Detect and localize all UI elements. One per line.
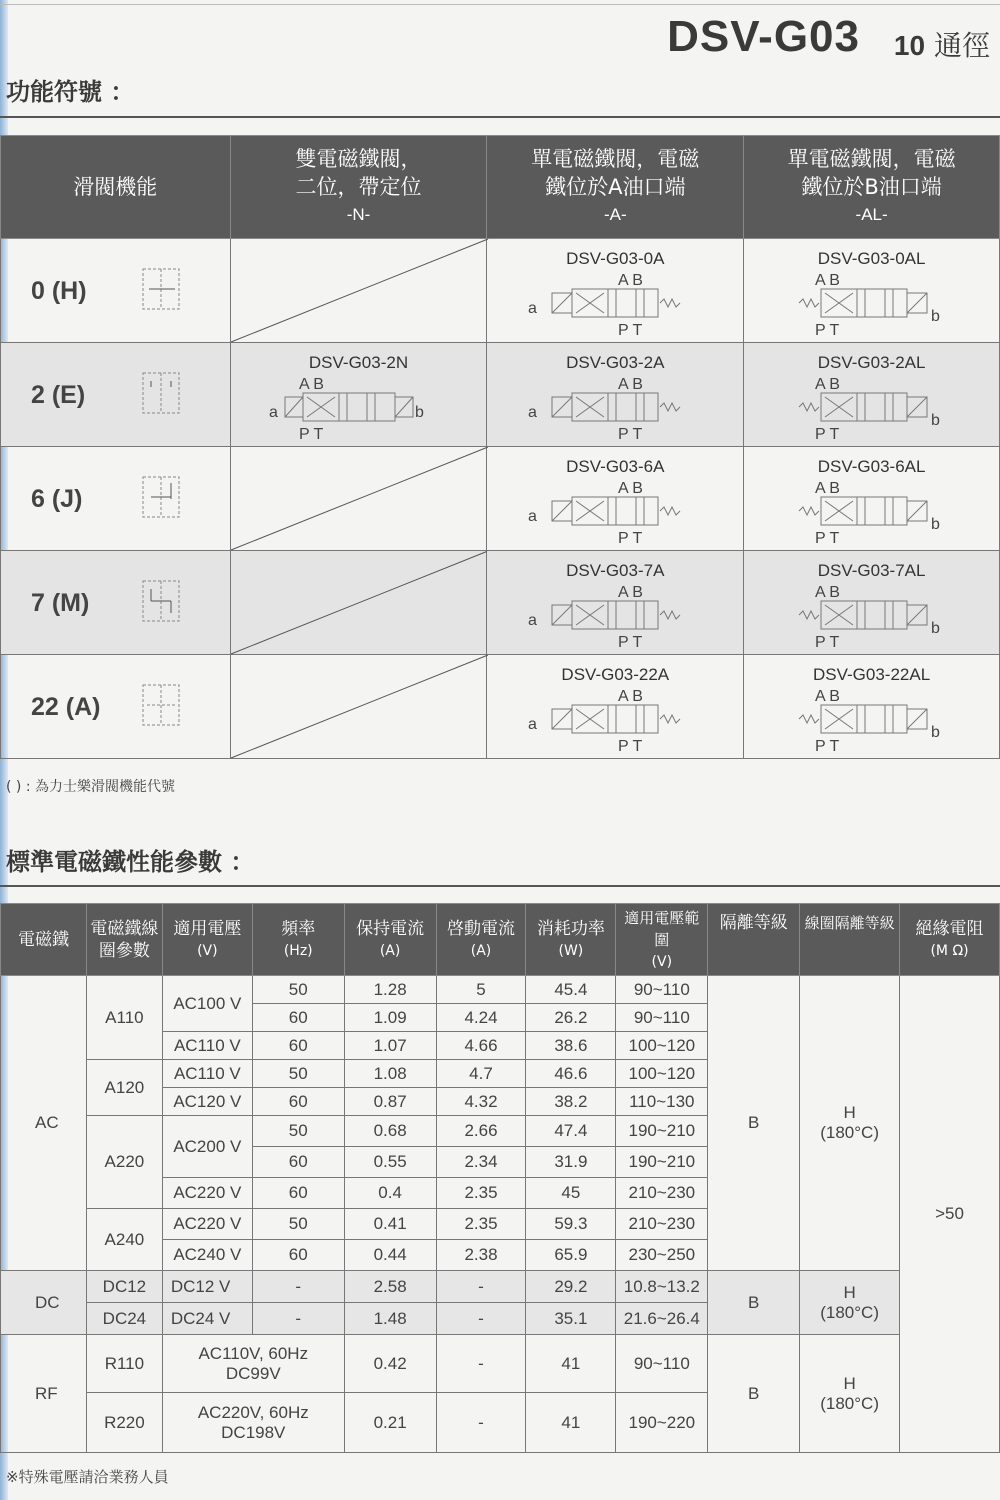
footnote: ※特殊電壓請洽業務人員	[6, 1468, 169, 1486]
svg-text:a: a	[528, 508, 538, 525]
range-cell: 100~120	[616, 1032, 708, 1060]
a-variant-cell	[487, 655, 744, 759]
voltage-cell: AC220 V	[162, 1209, 252, 1240]
range-cell: 90~110	[616, 1335, 708, 1393]
variant-name: DSV-G03-7AL	[817, 561, 926, 580]
svg-text:P T: P T	[618, 530, 643, 547]
spool-symbol-icon	[141, 267, 181, 311]
start-cell: 4.32	[436, 1088, 526, 1116]
insulation-cell: B	[708, 1271, 800, 1335]
valve-symbol-al-icon	[797, 271, 947, 337]
variant-name: DSV-G03-2A	[566, 353, 665, 372]
insulation-cell: B	[708, 1335, 800, 1453]
function-row	[1, 343, 1000, 447]
coil-cell: R110	[86, 1335, 162, 1393]
function-code-cell	[1, 655, 231, 759]
variant-name: DSV-G03-2N	[308, 353, 409, 372]
freq-cell: 50	[252, 1209, 344, 1240]
section1-rule	[0, 116, 1000, 118]
hold-cell: 1.09	[344, 1004, 436, 1032]
insulation-cell: B	[708, 976, 800, 1271]
svg-text:b: b	[930, 308, 940, 325]
n-empty-cell	[230, 551, 487, 655]
svg-text:b: b	[930, 724, 940, 741]
function-row	[1, 447, 1000, 551]
svg-text:A B: A B	[618, 272, 644, 289]
valve-symbol-al-icon	[797, 479, 947, 545]
svg-text:a: a	[528, 300, 538, 317]
voltage-cell: AC220V, 60Hz DC198V	[162, 1393, 344, 1453]
start-cell: -	[436, 1335, 526, 1393]
power-cell: 59.3	[526, 1209, 616, 1240]
hdr-coil: 電磁鐵線 圈參數	[86, 904, 162, 976]
hdr-frequency: 頻率 (Hz)	[252, 904, 344, 976]
al-variant-cell	[744, 551, 1000, 655]
start-cell: -	[436, 1303, 526, 1335]
hold-cell: 0.87	[344, 1088, 436, 1116]
spool-symbol-icon	[141, 475, 181, 519]
range-cell: 110~130	[616, 1088, 708, 1116]
bore-size: 10 通徑	[893, 29, 990, 62]
voltage-cell: DC24 V	[162, 1303, 252, 1335]
freq-cell: 60	[252, 1240, 344, 1271]
hold-cell: 0.42	[344, 1335, 436, 1393]
valve-symbol-a-icon	[528, 375, 690, 443]
freq-cell: 60	[252, 1147, 344, 1178]
start-cell: 2.35	[436, 1178, 526, 1209]
hdr-holding-current: 保持電流 (A)	[344, 904, 436, 976]
al-variant-cell	[744, 655, 1000, 759]
range-cell: 190~220	[616, 1393, 708, 1453]
hold-cell: 0.68	[344, 1116, 436, 1147]
function-header-row	[1, 136, 1000, 239]
hold-cell: 0.41	[344, 1209, 436, 1240]
group-dc: DC	[1, 1271, 87, 1335]
valve-symbol-al-icon	[797, 583, 947, 649]
hdr-voltage: 適用電壓 (V)	[162, 904, 252, 976]
hold-cell: 0.55	[344, 1147, 436, 1178]
function-code-cell	[1, 447, 231, 551]
freq-cell: -	[252, 1303, 344, 1335]
function-code: 2 (E)	[31, 381, 86, 409]
freq-cell: 60	[252, 1032, 344, 1060]
model-title: DSV-G03	[667, 12, 860, 61]
svg-text:A B: A B	[814, 376, 840, 393]
spool-symbol-icon	[141, 371, 181, 415]
start-cell: 2.35	[436, 1209, 526, 1240]
power-cell: 41	[526, 1393, 616, 1453]
n-empty-cell	[230, 655, 487, 759]
coil-cell: DC24	[86, 1303, 162, 1335]
col-al: 單電磁鐵閥，電磁 鐵位於B油口端 -AL-	[744, 136, 1000, 239]
top-rule	[0, 4, 1000, 5]
range-cell: 90~110	[616, 976, 708, 1004]
start-cell: 2.66	[436, 1116, 526, 1147]
valve-symbol-a-icon	[528, 271, 690, 339]
variant-name: DSV-G03-0A	[566, 249, 665, 268]
coil-cell: A220	[86, 1116, 162, 1209]
svg-text:a: a	[528, 612, 538, 629]
voltage-cell: AC120 V	[162, 1088, 252, 1116]
power-cell: 38.6	[526, 1032, 616, 1060]
spec-row	[1, 976, 1000, 1004]
svg-text:a: a	[528, 716, 538, 733]
coil-cell: DC12	[86, 1271, 162, 1303]
variant-name: DSV-G03-22A	[561, 665, 670, 684]
start-cell: 4.24	[436, 1004, 526, 1032]
start-cell: 4.7	[436, 1060, 526, 1088]
start-cell: 5	[436, 976, 526, 1004]
coil-cell: A110	[86, 976, 162, 1060]
function-code: 6 (J)	[31, 485, 83, 513]
variant-name: DSV-G03-22AL	[813, 665, 931, 684]
a-variant-cell	[487, 239, 744, 343]
function-code-cell	[1, 239, 231, 343]
range-cell: 90~110	[616, 1004, 708, 1032]
col-n: 雙電磁鐵閥， 二位，帶定位 -N-	[230, 136, 487, 239]
svg-text:P T: P T	[618, 322, 643, 339]
svg-text:b: b	[930, 516, 940, 533]
a-variant-cell	[487, 343, 744, 447]
power-cell: 41	[526, 1335, 616, 1393]
hold-cell: 1.48	[344, 1303, 436, 1335]
voltage-cell: AC240 V	[162, 1240, 252, 1271]
power-cell: 35.1	[526, 1303, 616, 1335]
freq-cell: -	[252, 1271, 344, 1303]
coil-cell: A240	[86, 1209, 162, 1271]
svg-text:A B: A B	[814, 584, 840, 601]
hold-cell: 0.21	[344, 1393, 436, 1453]
solenoid-params-title: 標準電磁鐵性能參數 ：	[6, 848, 255, 876]
start-cell: 4.66	[436, 1032, 526, 1060]
variant-name: DSV-G03-7A	[566, 561, 665, 580]
hold-cell: 1.28	[344, 976, 436, 1004]
svg-text:A B: A B	[618, 584, 644, 601]
svg-text:P T: P T	[814, 426, 839, 443]
svg-text:P T: P T	[814, 530, 839, 547]
svg-text:A B: A B	[814, 272, 840, 289]
al-variant-cell	[744, 239, 1000, 343]
hdr-voltage-range: 適用電壓範圍 (V)	[616, 904, 708, 976]
start-cell: 2.34	[436, 1147, 526, 1178]
function-code-note: ( ) : 為力士樂滑閥機能代號	[6, 779, 175, 795]
range-cell: 210~230	[616, 1209, 708, 1240]
freq-cell: 50	[252, 1060, 344, 1088]
range-cell: 190~210	[616, 1116, 708, 1147]
n-empty-cell	[230, 447, 487, 551]
variant-name: DSV-G03-6AL	[817, 457, 926, 476]
hdr-power: 消耗功率 (W)	[526, 904, 616, 976]
start-cell: -	[436, 1393, 526, 1453]
range-cell: 100~120	[616, 1060, 708, 1088]
function-symbols-title: 功能符號 ：	[6, 78, 135, 106]
voltage-cell: AC200 V	[162, 1116, 252, 1178]
col-function: 滑閥機能	[1, 136, 231, 239]
resistance-cell: >50	[900, 976, 1000, 1453]
function-code-cell	[1, 551, 231, 655]
svg-text:P T: P T	[814, 738, 839, 755]
voltage-cell: DC12 V	[162, 1271, 252, 1303]
hdr-starting-current: 啓動電流 (A)	[436, 904, 526, 976]
voltage-cell: AC220 V	[162, 1178, 252, 1209]
n-variant-cell	[230, 343, 487, 447]
variant-name: DSV-G03-6A	[566, 457, 665, 476]
svg-text:A B: A B	[814, 688, 840, 705]
function-code: 22 (A)	[31, 693, 101, 721]
svg-text:A B: A B	[299, 376, 325, 393]
valve-symbol-al-icon	[797, 375, 947, 441]
function-row	[1, 655, 1000, 759]
power-cell: 65.9	[526, 1240, 616, 1271]
range-cell: 230~250	[616, 1240, 708, 1271]
hdr-insulation-class: 隔離等級	[708, 904, 800, 976]
svg-text:b: b	[930, 620, 940, 637]
svg-text:P T: P T	[618, 738, 643, 755]
section2-rule	[0, 885, 1000, 887]
freq-cell: 60	[252, 1004, 344, 1032]
coil-cell: A120	[86, 1060, 162, 1116]
svg-text:P T: P T	[618, 426, 643, 443]
voltage-cell: AC100 V	[162, 976, 252, 1032]
power-cell: 31.9	[526, 1147, 616, 1178]
freq-cell: 60	[252, 1178, 344, 1209]
svg-text:b: b	[415, 404, 425, 421]
spool-symbol-icon	[141, 579, 181, 623]
hold-cell: 0.44	[344, 1240, 436, 1271]
start-cell: -	[436, 1271, 526, 1303]
svg-text:P T: P T	[618, 634, 643, 651]
svg-text:P T: P T	[814, 322, 839, 339]
hdr-solenoid: 電磁鐵	[1, 904, 87, 976]
coil-class-cell: H (180°C)	[800, 1335, 900, 1453]
spec-row	[1, 1335, 1000, 1393]
hold-cell: 2.58	[344, 1271, 436, 1303]
function-row	[1, 551, 1000, 655]
svg-text:A B: A B	[618, 376, 644, 393]
variant-name: DSV-G03-2AL	[817, 353, 926, 372]
al-variant-cell	[744, 447, 1000, 551]
svg-text:A B: A B	[618, 688, 644, 705]
hold-cell: 0.4	[344, 1178, 436, 1209]
power-cell: 38.2	[526, 1088, 616, 1116]
svg-text:P T: P T	[814, 634, 839, 651]
function-code: 0 (H)	[31, 277, 87, 305]
variant-name: DSV-G03-0AL	[817, 249, 926, 268]
svg-text:b: b	[930, 412, 940, 429]
spec-row	[1, 1271, 1000, 1303]
al-variant-cell	[744, 343, 1000, 447]
valve-symbol-a-icon	[528, 583, 690, 651]
col-a: 單電磁鐵閥，電磁 鐵位於A油口端 -A-	[487, 136, 744, 239]
power-cell: 29.2	[526, 1271, 616, 1303]
voltage-cell: AC110 V	[162, 1032, 252, 1060]
coil-cell: R220	[86, 1393, 162, 1453]
hold-cell: 1.07	[344, 1032, 436, 1060]
function-code: 7 (M)	[31, 589, 90, 617]
start-cell: 2.38	[436, 1240, 526, 1271]
voltage-cell: AC110V, 60Hz DC99V	[162, 1335, 344, 1393]
freq-cell: 50	[252, 976, 344, 1004]
power-cell: 46.6	[526, 1060, 616, 1088]
svg-text:P T: P T	[299, 426, 324, 443]
voltage-cell: AC110 V	[162, 1060, 252, 1088]
power-cell: 47.4	[526, 1116, 616, 1147]
spec-header-row	[1, 904, 1000, 976]
coil-class-cell: H (180°C)	[800, 976, 900, 1271]
range-cell: 210~230	[616, 1178, 708, 1209]
range-cell: 190~210	[616, 1147, 708, 1178]
power-cell: 45.4	[526, 976, 616, 1004]
range-cell: 21.6~26.4	[616, 1303, 708, 1335]
power-cell: 26.2	[526, 1004, 616, 1032]
function-row	[1, 239, 1000, 343]
valve-symbol-al-icon	[797, 687, 947, 753]
coil-class-cell: H (180°C)	[800, 1271, 900, 1335]
valve-symbol-n-icon	[269, 375, 443, 443]
group-ac: AC	[1, 976, 87, 1271]
hold-cell: 1.08	[344, 1060, 436, 1088]
group-rf: RF	[1, 1335, 87, 1453]
solenoid-spec-table	[0, 903, 1000, 1453]
hdr-resistance: 絕緣電阻 (M Ω)	[900, 904, 1000, 976]
n-empty-cell	[230, 239, 487, 343]
freq-cell: 60	[252, 1088, 344, 1116]
function-table	[0, 135, 1000, 759]
a-variant-cell	[487, 447, 744, 551]
a-variant-cell	[487, 551, 744, 655]
hdr-coil-class: 線圈隔離等級	[800, 904, 900, 976]
spool-symbol-icon	[141, 683, 181, 727]
svg-text:A B: A B	[618, 480, 644, 497]
function-code-cell	[1, 343, 231, 447]
svg-text:a: a	[269, 404, 279, 421]
valve-symbol-a-icon	[528, 479, 690, 547]
power-cell: 45	[526, 1178, 616, 1209]
range-cell: 10.8~13.2	[616, 1271, 708, 1303]
svg-text:a: a	[528, 404, 538, 421]
svg-text:A B: A B	[814, 480, 840, 497]
freq-cell: 50	[252, 1116, 344, 1147]
valve-symbol-a-icon	[528, 687, 690, 755]
